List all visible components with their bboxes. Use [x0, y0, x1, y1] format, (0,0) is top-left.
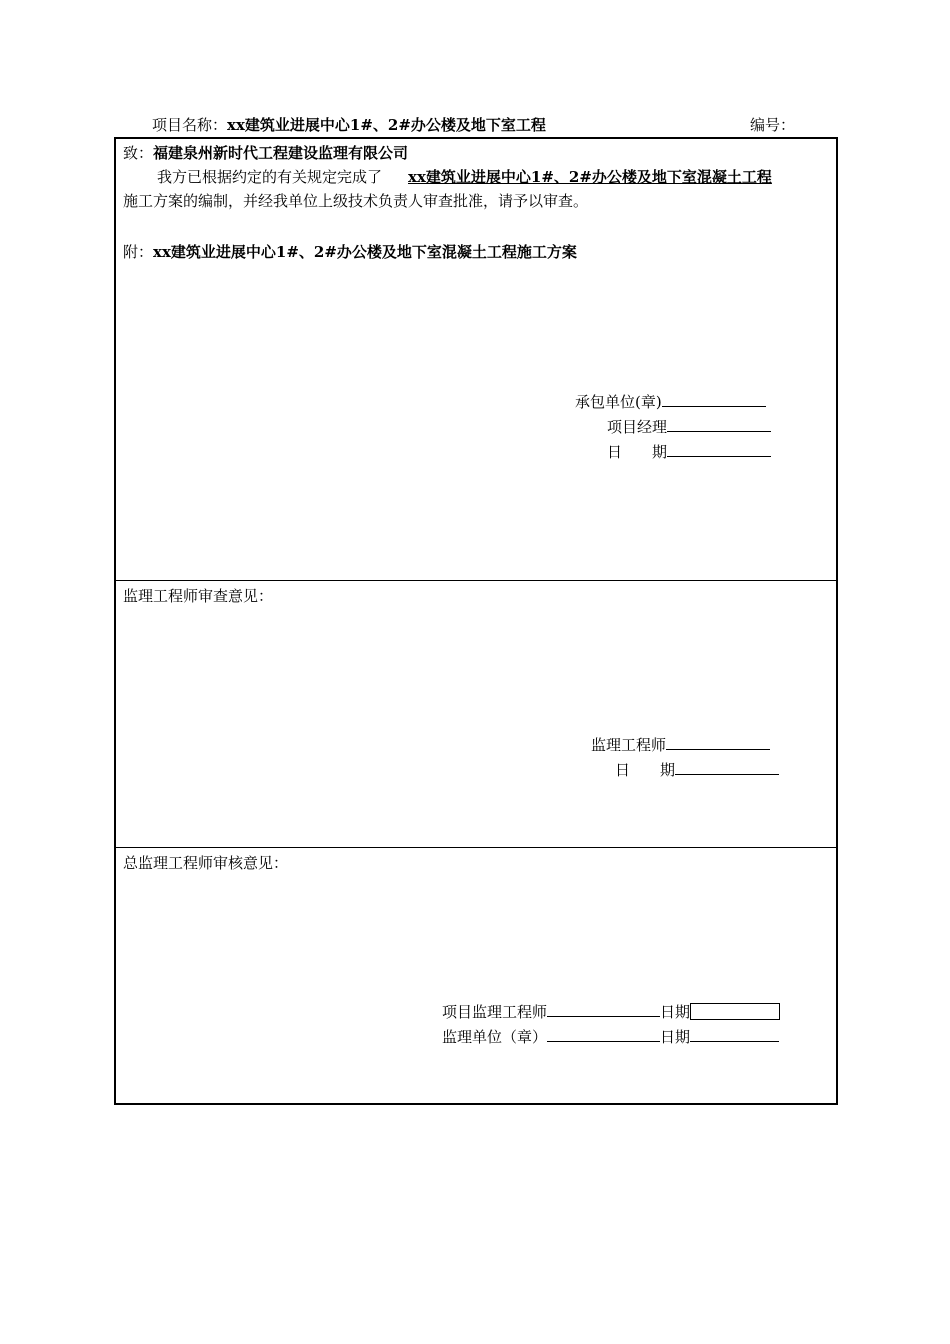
date-blank-2[interactable] — [675, 760, 779, 775]
date-label-4: 日期 — [660, 1028, 691, 1046]
addressee-line — [123, 144, 408, 162]
engineer-sign-row — [591, 735, 770, 754]
contractor-seal-label: 承包单位(章) — [575, 393, 662, 411]
number-label: 编号： — [750, 116, 796, 134]
attach-label: 附： — [123, 243, 154, 261]
date-label-1: 日 期 — [607, 443, 668, 461]
contractor-sign-row — [575, 392, 766, 411]
engineer-review-title: 监理工程师审查意见： — [123, 587, 274, 605]
project-engineer-blank[interactable] — [547, 1002, 660, 1017]
supervision-unit-blank[interactable] — [547, 1027, 660, 1042]
manager-label: 项目经理 — [607, 418, 668, 436]
manager-blank[interactable] — [667, 417, 771, 432]
date-blank-1[interactable] — [667, 442, 771, 457]
project-engineer-sign-row — [442, 1002, 780, 1021]
supervision-unit-label: 监理单位（章） — [442, 1028, 548, 1046]
submission-body-line-2: 施工方案的编制，并经我单位上级技术负责人审查批准，请予以审查。 — [123, 192, 589, 210]
engineer-blank[interactable] — [666, 735, 770, 750]
addressee-name: 福建泉州新时代工程建设监理有限公司 — [153, 144, 409, 162]
date-sign-row-1 — [607, 442, 771, 461]
section-divider-1 — [116, 580, 836, 581]
form-frame — [114, 137, 838, 1105]
project-engineer-label: 项目监理工程师 — [442, 1003, 548, 1021]
date-box-3[interactable] — [690, 1003, 780, 1020]
date-blank-4[interactable] — [690, 1027, 779, 1042]
manager-sign-row — [607, 417, 771, 436]
section-divider-2 — [116, 847, 836, 848]
attachment-line — [123, 243, 577, 261]
contractor-seal-blank[interactable] — [662, 392, 766, 407]
date-label-3: 日期 — [660, 1003, 691, 1021]
date-label-2: 日 期 — [615, 761, 676, 779]
chief-review-title: 总监理工程师审核意见： — [123, 854, 289, 872]
engineer-label: 监理工程师 — [591, 736, 667, 754]
to-label: 致： — [123, 144, 154, 162]
project-label: 项目名称： — [152, 116, 228, 134]
body-project-underlined: xx建筑业进展中心1#、2#办公楼及地下室混凝土工程 — [408, 168, 772, 186]
supervision-unit-sign-row — [442, 1027, 779, 1046]
submission-body-line-1 — [157, 168, 772, 186]
date-sign-row-2 — [615, 760, 779, 779]
project-name: xx建筑业进展中心1#、2#办公楼及地下室工程 — [227, 116, 546, 134]
attach-text: xx建筑业进展中心1#、2#办公楼及地下室混凝土工程施工方案 — [153, 243, 577, 261]
body-prefix: 我方已根据约定的有关规定完成了 — [157, 168, 383, 186]
project-header — [152, 116, 546, 134]
